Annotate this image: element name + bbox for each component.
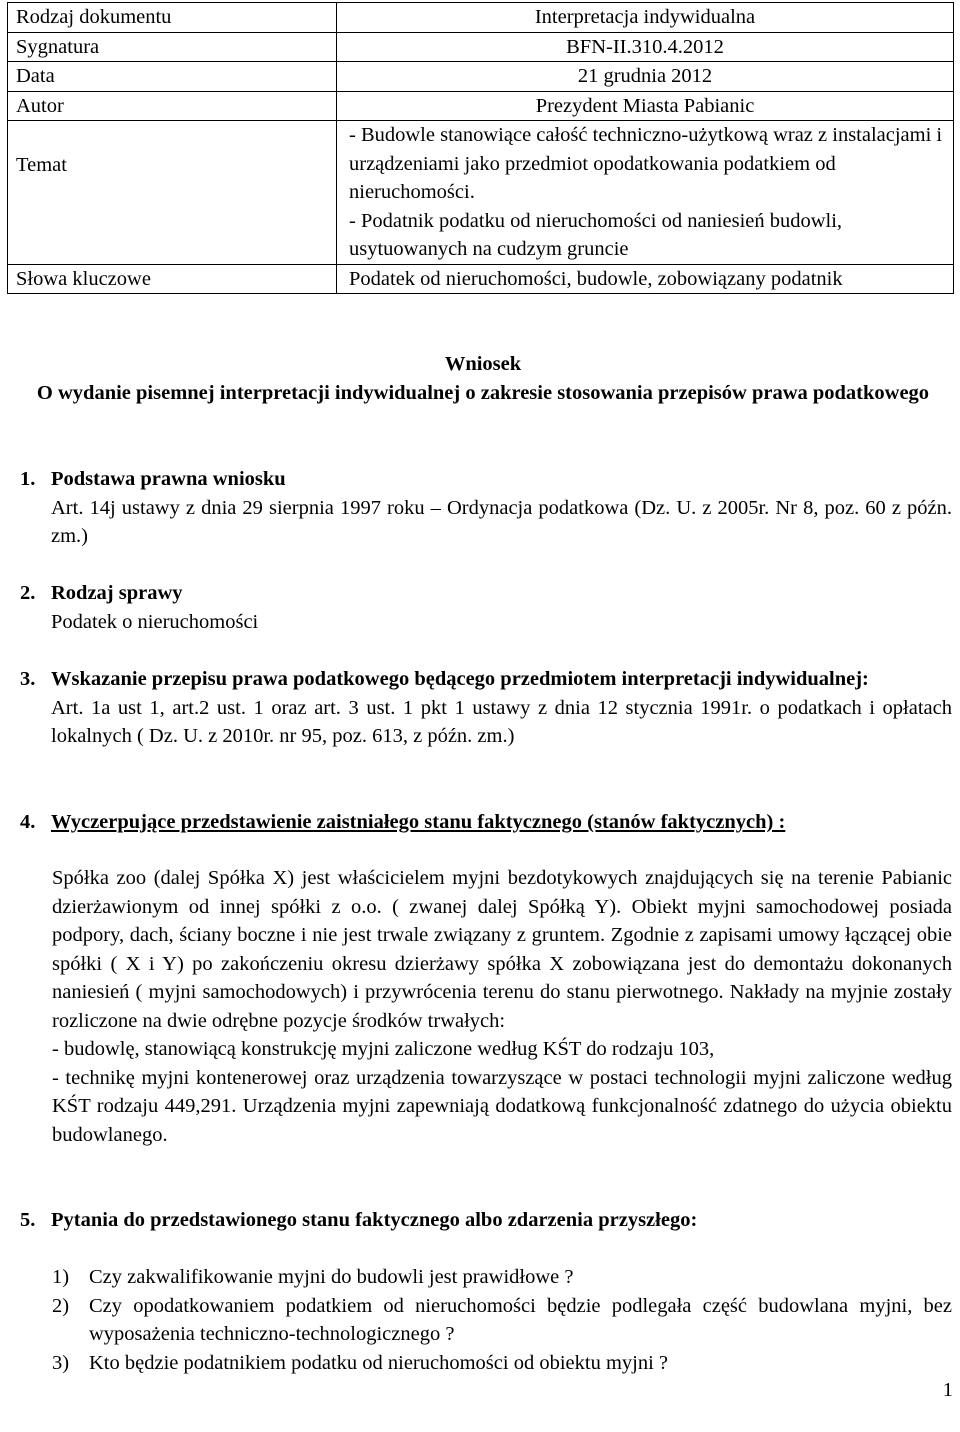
- question-text: Kto będzie podatnikiem podatku od nieruchomości od obiektu myjni ?: [89, 1351, 669, 1374]
- section-4-body: [52, 864, 952, 1149]
- page-number: 1: [942, 1379, 953, 1401]
- question-text: Czy opodatkowaniem podatkiem od nieruchomości będzie podlegała część budowlana myjni, bez wyposażenia techniczno-technologicznego ?: [89, 1294, 952, 1345]
- section-1: [20, 465, 952, 551]
- meta-label: Sygnatura: [8, 32, 337, 62]
- table-row: [8, 32, 954, 62]
- question-number: 1): [52, 1266, 70, 1288]
- section-title: Rodzaj sprawy: [51, 582, 183, 604]
- list-item: [52, 1263, 952, 1292]
- questions-list: [52, 1263, 952, 1377]
- meta-value: BFN-II.310.4.2012: [337, 32, 954, 62]
- section-number: 4.: [20, 811, 36, 833]
- meta-value: 21 grudnia 2012: [337, 62, 954, 92]
- section-4: [20, 808, 952, 837]
- table-row: [8, 3, 954, 33]
- metadata-table: [7, 2, 954, 294]
- meta-keywords: Podatek od nieruchomości, budowle, zobowiązany podatnik: [337, 264, 954, 294]
- section-3: [20, 665, 952, 751]
- topic-line: - Podatnik podatku od nieruchomości od naniesień budowli, usytuowanych na cudzym gruncie: [349, 209, 843, 260]
- request-heading: [20, 350, 946, 407]
- table-row: [8, 91, 954, 121]
- list-item: [52, 1349, 952, 1378]
- topic-line: - Budowle stanowiące całość techniczno-użytkową wraz z instalacjami i urządzeniami jako przedmiot opodatkowania podatkiem od nieruchomości.: [349, 124, 943, 203]
- section-number: 1.: [20, 468, 36, 490]
- request-title: Wniosek: [444, 353, 522, 375]
- section-title: Pytania do przedstawionego stanu faktycznego albo zdarzenia przyszłego:: [51, 1209, 698, 1231]
- meta-label: Rodzaj dokumentu: [8, 3, 337, 33]
- meta-value: Interpretacja indywidualna: [337, 3, 954, 33]
- meta-value: Prezydent Miasta Pabianic: [337, 91, 954, 121]
- meta-label: Data: [8, 62, 337, 92]
- question-number: 3): [52, 1351, 70, 1374]
- table-row: [8, 264, 954, 294]
- section-title: Wyczerpujące przedstawienie zaistniałego stanu faktycznego (stanów faktycznych) :: [51, 811, 786, 833]
- section-text: Podatek o nieruchomości: [51, 610, 259, 633]
- section-number: 2.: [20, 582, 36, 604]
- section-title: Wskazanie przepisu prawa podatkowego będącego przedmiotem interpretacji indywidualnej:: [51, 668, 869, 690]
- section-title: Podstawa prawna wniosku: [51, 468, 286, 490]
- section-5: [20, 1206, 952, 1235]
- section-number: 5.: [20, 1209, 36, 1231]
- facts-item: - technikę myjni kontenerowej oraz urządzenia towarzyszące w postaci technologii myjni zaliczone według KŚT rodzaju 449,291. Urządzenia myjni zapewniają dodatkową funkcjonalność zdatnego do użycia obiektu budowlanego.: [52, 1066, 952, 1146]
- question-number: 2): [52, 1294, 70, 1317]
- section-2: [20, 579, 952, 636]
- table-row: [8, 62, 954, 92]
- meta-topic: [337, 121, 954, 265]
- facts-item: - budowlę, stanowiącą konstrukcję myjni zaliczone według KŚT do rodzaju 103,: [52, 1038, 715, 1060]
- section-number: 3.: [20, 668, 36, 690]
- table-row: [8, 121, 954, 265]
- request-subtitle: O wydanie pisemnej interpretacji indywidualnej o zakresie stosowania przepisów prawa podatkowego: [36, 381, 930, 404]
- list-item: [52, 1292, 952, 1349]
- section-text: Art. 1a ust 1, art.2 ust. 1 oraz art. 3 ust. 1 pkt 1 ustawy z dnia 12 stycznia 1991r. o podatkach i opłatach lokalnych ( Dz. U. z 2010r. nr 95, poz. 613, z późn. zm.): [51, 696, 952, 747]
- meta-label: Autor: [8, 91, 337, 121]
- meta-label: Słowa kluczowe: [8, 264, 337, 294]
- question-text: Czy zakwalifikowanie myjni do budowli jest prawidłowe ?: [89, 1266, 574, 1288]
- facts-paragraph: Spółka zoo (dalej Spółka X) jest właścicielem myjni bezdotykowych znajdujących się na terenie Pabianic dzierżawionym od innej spółki z o.o. ( zwanej dalej Spółką Y). Obiekt myjni samochodowej posiada podpory, dach, ściany boczne i nie jest trwale związany z gruntem. Zgodnie z zapisami umowy łączącej obie spółki ( X i Y) po zakończeniu okresu dzierżawy spółka X zobowiązana jest do demontażu dokonanych naniesień ( myjni samochodowych) i przywrócenia terenu do stanu pierwotnego. Nakłady na myjnie zostały rozliczone na dwie odrębne pozycje środków trwałych:: [52, 867, 952, 1032]
- meta-label: Temat: [8, 121, 337, 265]
- section-text: Art. 14j ustawy z dnia 29 sierpnia 1997 roku – Ordynacja podatkowa (Dz. U. z 2005r. Nr 8, poz. 60 z późn. zm.): [51, 496, 952, 547]
